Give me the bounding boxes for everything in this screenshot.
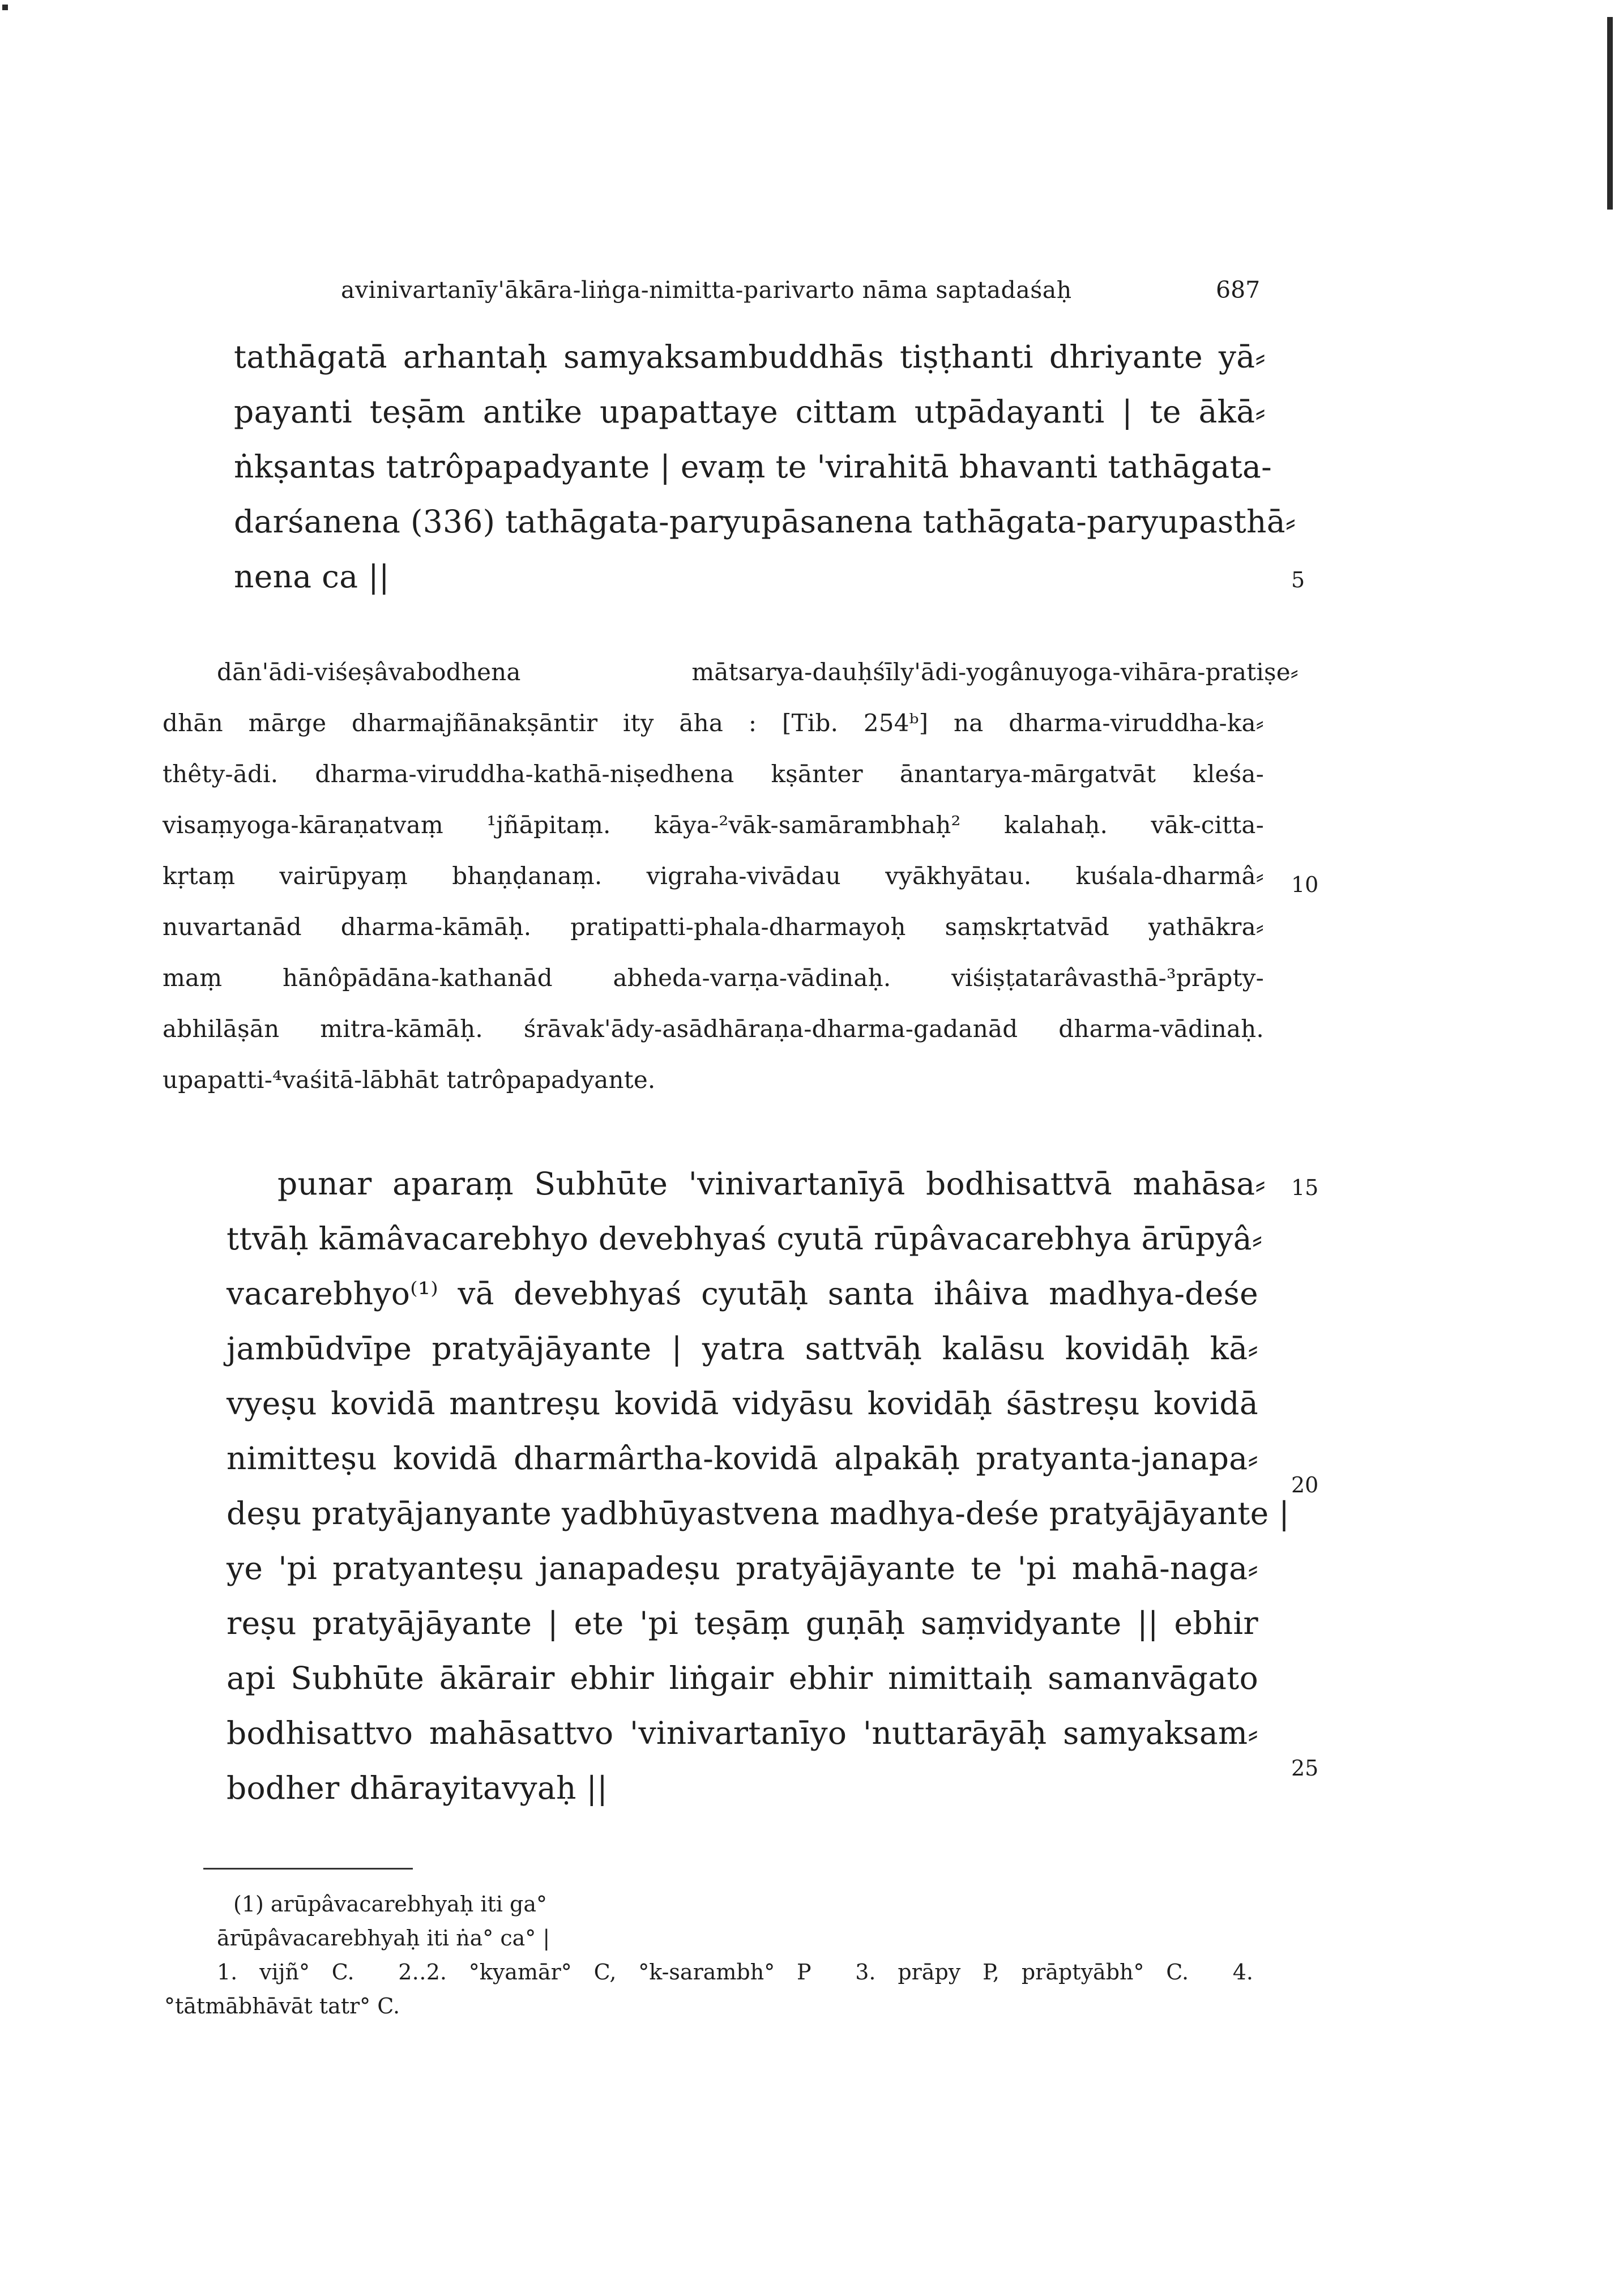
- footnote-rule: [203, 1868, 413, 1870]
- main-line: payanti teṣām antike upapattaye cittam utpādayanti | te ākā⸗: [234, 394, 1266, 430]
- commentary-line: visaṃyoga-kāraṇatvaṃ ¹jñāpitaṃ. kāya-²vāk-samārambhaḥ² kalahaḥ. vāk-citta-: [163, 811, 1264, 839]
- running-head-title: avinivartanīy'ākāra-liṅga-nimitta-parivarto nāma saptadaśaḥ: [341, 276, 1072, 304]
- scan-edge-mark: [1607, 17, 1613, 210]
- scan-corner-mark: [2, 5, 8, 10]
- main-line: darśanena (336) tathāgata-paryupāsanena tathāgata-paryupasthā⸗: [234, 503, 1296, 540]
- line-number: 15: [1291, 1175, 1319, 1200]
- commentary-line: dān'ādi-viśeṣâvabodhena mātsarya-dauḥśīly'ādi-yogânuyoga-vihāra-pratiṣe⸗: [217, 658, 1299, 686]
- main-line: ye 'pi pratyanteṣu janapadeṣu pratyājāyante te 'pi mahā-naga⸗: [227, 1550, 1258, 1586]
- main-line: bodhisattvo mahāsattvo 'vinivartanīyo 'nuttarāyāḥ samyaksam⸗: [227, 1715, 1258, 1751]
- footnote-line: ārūpâvacarebhyaḥ iti ṅa° ca° |: [217, 1926, 550, 1951]
- commentary-line: kṛtaṃ vairūpyaṃ bhaṇḍanaṃ. vigraha-vivādau vyākhyātau. kuśala-dharmâ⸗: [163, 862, 1264, 890]
- main-line: deṣu pratyājanyante yadbhūyastvena madhya-deśe pratyājāyante |: [227, 1495, 1290, 1531]
- line-number: 20: [1291, 1473, 1319, 1497]
- main-line: nimitteṣu kovidā dharmârtha-kovidā alpakāḥ pratyanta-janapa⸗: [227, 1440, 1258, 1476]
- commentary-line: nuvartanād dharma-kāmāḥ. pratipatti-phala-dharmayoḥ saṃskṛtatvād yathākra⸗: [163, 913, 1264, 941]
- main-line: tathāgatā arhantaḥ samyaksambuddhās tiṣṭhanti dhriyante yā⸗: [234, 339, 1266, 375]
- main-line: bodher dhārayitavyaḥ ||: [227, 1770, 608, 1806]
- commentary-line: abhilāṣān mitra-kāmāḥ. śrāvak'ādy-asādhāraṇa-dharma-gadanād dharma-vādinaḥ.: [163, 1015, 1264, 1043]
- footnote-line: 1. vijñ° C. 2‥2. °kyamār° C, °k-sarambh° P 3. prāpy P, prāptyābh° C. 4.: [217, 1960, 1253, 1985]
- main-line: vacarebhyo⁽¹⁾ vā devebhyaś cyutāḥ santa ihâiva madhya-deśe: [227, 1275, 1258, 1312]
- main-line: vyeṣu kovidā mantreṣu kovidā vidyāsu kovidāḥ śāstreṣu kovidā: [227, 1385, 1258, 1422]
- commentary-line: thêty-ādi. dharma-viruddha-kathā-niṣedhena kṣānter ānantarya-mārgatvāt kleśa-: [163, 760, 1264, 788]
- main-line: reṣu pratyājāyante | ete 'pi teṣāṃ guṇāḥ saṃvidyante || ebhir: [227, 1605, 1258, 1641]
- line-number: 25: [1291, 1756, 1319, 1781]
- commentary-line: dhān mārge dharmajñānakṣāntir ity āha : [Tib. 254ᵇ] na dharma-viruddha-ka⸗: [163, 709, 1264, 737]
- page-number: 687: [1216, 276, 1261, 304]
- commentary-line: upapatti-⁴vaśitā-lābhāt tatrôpapadyante.: [163, 1066, 656, 1094]
- main-line: jambūdvīpe pratyājāyante | yatra sattvāḥ kalāsu kovidāḥ kā⸗: [227, 1330, 1258, 1367]
- main-line: nena ca ||: [234, 558, 390, 595]
- main-line: ṅkṣantas tatrôpapadyante | evaṃ te 'virahitā bhavanti tathāgata-: [234, 449, 1272, 485]
- main-line: punar aparaṃ Subhūte 'vinivartanīyā bodhisattvā mahāsa⸗: [277, 1166, 1266, 1202]
- footnote-line: (1) arūpâvacarebhyaḥ iti ga°: [233, 1892, 548, 1917]
- line-number: 10: [1291, 872, 1319, 897]
- main-line: api Subhūte ākārair ebhir liṅgair ebhir nimittaiḥ samanvāgato: [227, 1660, 1258, 1696]
- line-number: 5: [1291, 567, 1305, 592]
- commentary-line: maṃ hānôpādāna-kathanād abheda-varṇa-vādinaḥ. viśiṣṭatarâvasthā-³prāpty-: [163, 964, 1264, 992]
- main-line: ttvāḥ kāmâvacarebhyo devebhyaś cyutā rūpâvacarebhya ārūpyâ⸗: [227, 1220, 1263, 1257]
- footnote-line: °tātmābhāvāt tatr° C.: [164, 1994, 400, 2018]
